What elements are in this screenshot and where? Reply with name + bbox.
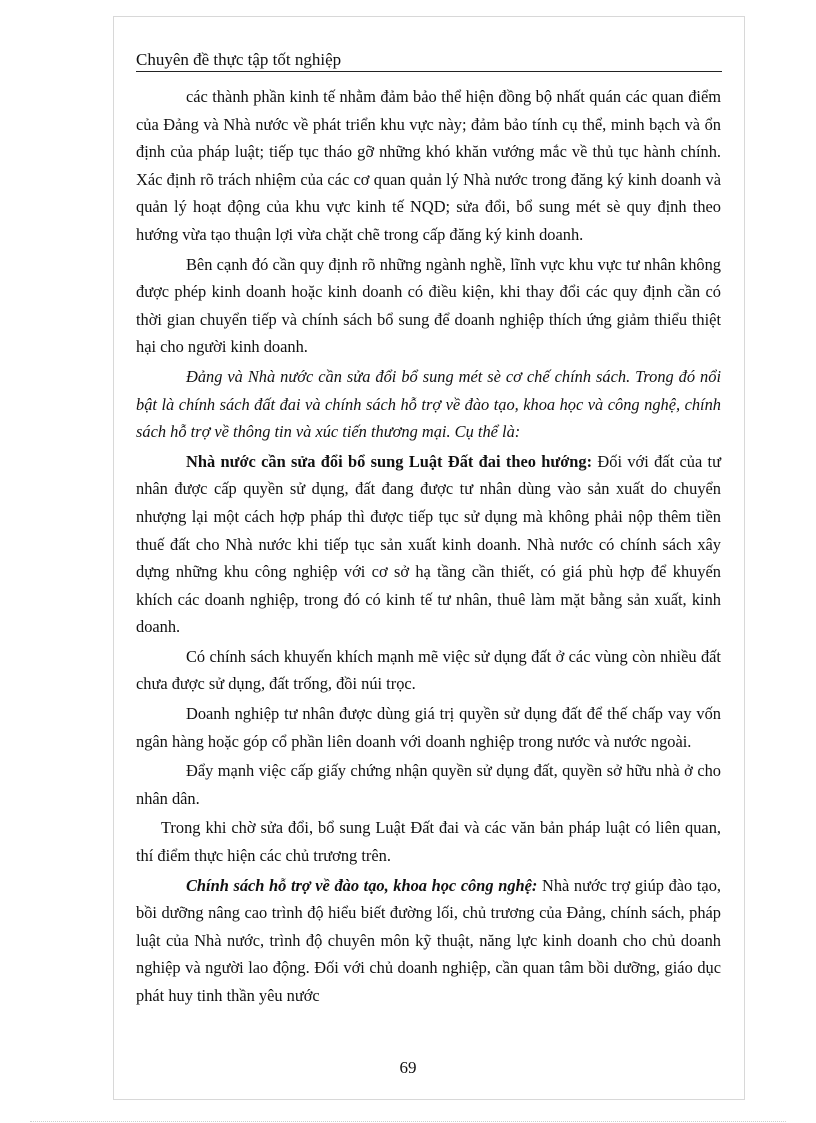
- paragraph-5: Có chính sách khuyến khích mạnh mẽ việc sử dụng đất ở các vùng còn nhiều đất chưa được sử dụng, đất trống, đồi núi trọc.: [136, 646, 721, 694]
- paragraph-9-text: Nhà nước trợ giúp đào tạo, bồi dưỡng nâng cao trình độ hiểu biết đường lối, chủ trương của Đảng, chính sách, pháp luật của Nhà nước, trình độ chuyên môn kỹ thuật, năng lực kinh doanh cho chủ doanh nghiệp và người lao động. Đối với chủ doanh nghiệp, cần quan tâm bồi dưỡng, giáo dục phát huy tinh thần yêu nước: [136, 875, 721, 1005]
- paragraph-1: các thành phần kinh tế nhằm đảm bảo thể hiện đồng bộ nhất quán các quan điểm của Đảng và Nhà nước về phát triển khu vực này; đảm bảo tính cụ thể, minh bạch và ổn định của pháp luật; tiếp tục tháo gỡ những khó khăn vướng mắc về thủ tục hành chính. Xác định rõ trách nhiệm của các cơ quan quản lý Nhà nước trong đăng ký kinh doanh và quản lý hoạt động của khu vực kinh tế NQD; sửa đổi, bổ sung mét sè quy định theo hướng vừa tạo thuận lợi vừa chặt chẽ trong cấp đăng ký kinh doanh.: [136, 87, 721, 244]
- page-header: Chuyên đề thực tập tốt nghiệp: [136, 50, 722, 72]
- paragraph-4-heading: Nhà nước cần sửa đổi bổ sung Luật Đất đai theo hướng:: [186, 451, 593, 471]
- page-number: 69: [399, 1058, 417, 1077]
- paragraph-6: Doanh nghiệp tư nhân được dùng giá trị quyền sử dụng đất để thế chấp vay vốn ngân hàng hoặc góp cổ phần liên doanh với doanh nghiệp trong nước và nước ngoài.: [136, 704, 721, 751]
- paragraph-2: Bên cạnh đó cần quy định rõ những ngành nghề, lĩnh vực khu vực tư nhân không được phép kinh doanh hoặc kinh doanh có điều kiện, khi thay đổi các quy định cần có thời gian chuyển tiếp và chính sách bổ sung để doanh nghiệp thích ứng giảm thiểu thiệt hại cho người kinh doanh.: [136, 254, 721, 357]
- footer-divider: [30, 1121, 786, 1122]
- paragraph-9: [136, 872, 721, 1010]
- document-body: [136, 83, 721, 1010]
- paragraph-4-text: Đối với đất của tư nhân được cấp quyền sử dụng, đất đang được tư nhân dùng vào sản xuất do chuyển nhượng lại một cách hợp pháp thì được tiếp tục sử dụng mà không phải nộp thêm tiền thuế đất cho Nhà nước khi tiếp tục sản xuất kinh doanh. Nhà nước có chính sách xây dựng những khu công nghiệp với cơ sở hạ tầng cần thiết, có giá phù hợp để khuyến khích các doanh nghiệp, trong đó có kinh tế tư nhân, thuê làm mặt bằng sản xuất, kinh doanh.: [136, 451, 721, 637]
- paragraph-9-heading: Chính sách hỗ trợ về đào tạo, khoa học công nghệ:: [186, 875, 538, 895]
- paragraph-3: Đảng và Nhà nước cần sửa đổi bổ sung mét sè cơ chế chính sách. Trong đó nổi bật là chính sách đất đai và chính sách hỗ trợ về đào tạo, khoa học và công nghệ, chính sách hỗ trợ về thông tin và xúc tiến thương mại. Cụ thể là:: [136, 366, 721, 442]
- paragraph-7: Đẩy mạnh việc cấp giấy chứng nhận quyền sử dụng đất, quyền sở hữu nhà ở cho nhân dân.: [136, 761, 721, 808]
- paragraph-8: Trong khi chờ sửa đổi, bổ sung Luật Đất đai và các văn bản pháp luật có liên quan, thí điểm thực hiện các chủ trương trên.: [136, 818, 721, 866]
- paragraph-4: [136, 448, 721, 641]
